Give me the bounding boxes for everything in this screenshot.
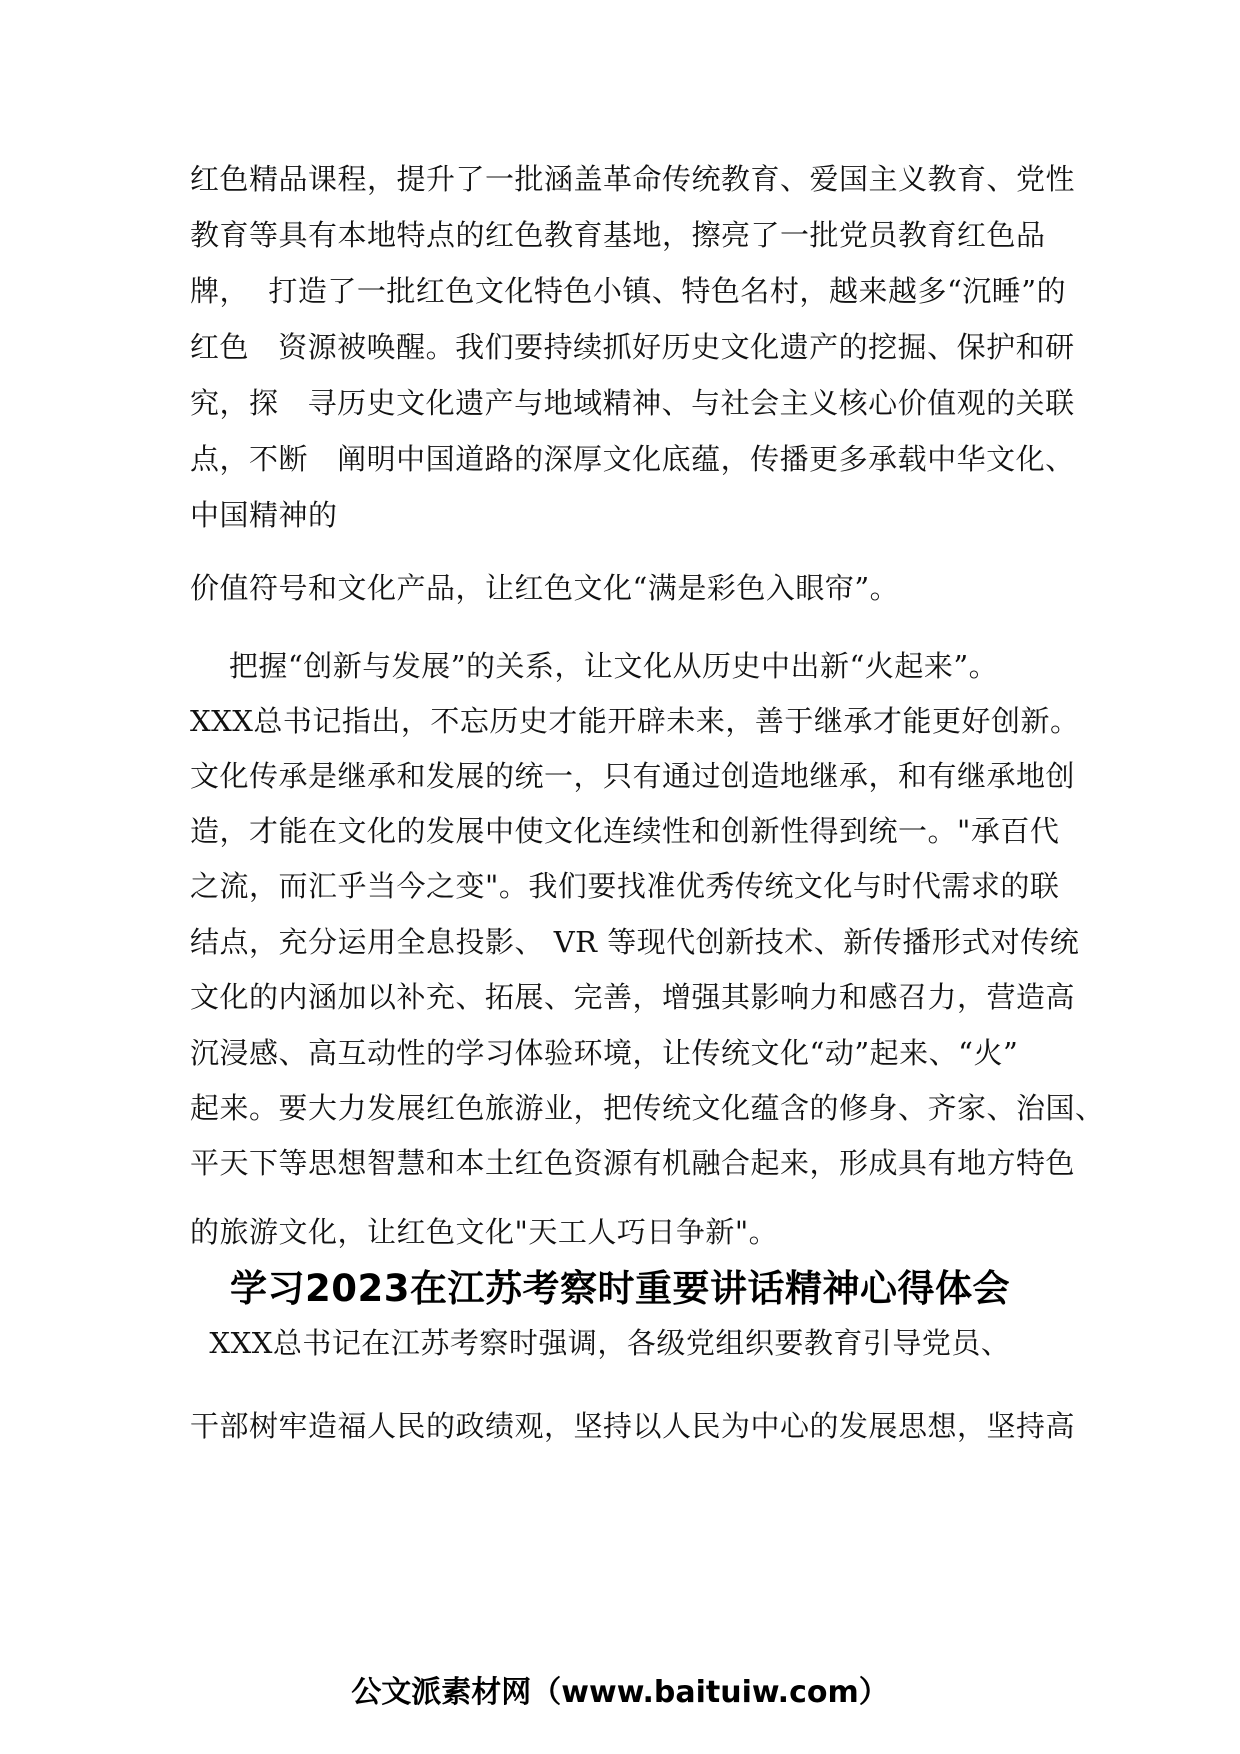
text-line: 文化的内涵加以补充、拓展、完善，增强其影响力和感召力，营造高: [190, 980, 1076, 1014]
text-line: 起来。要大力发展红色旅游业，把传统文化蕴含的修身、齐家、治国、: [190, 1091, 1105, 1125]
text-line: 牌， 打造了一批红色文化特色小镇、特色名村，越来越多“沉睡”的: [190, 274, 1067, 308]
text-line: 结点，充分运用全息投影、 VR 等现代创新技术、新传播形式对传统: [190, 925, 1080, 959]
text-line: 造，才能在文化的发展中使文化连续性和创新性得到统一。"承百代: [190, 814, 1060, 848]
text-line: 干部树牢造福人民的政绩观，坚持以人民为中心的发展思想，坚持高: [190, 1409, 1076, 1443]
text-line: 点，不断 阐明中国道路的深厚文化底蕴，传播更多承载中华文化、: [190, 442, 1075, 476]
footer-watermark: 公文派素材网（www.baituiw.com）: [351, 1675, 889, 1710]
text-line: 之流，而汇乎当今之变"。我们要找准优秀传统文化与时代需求的联: [190, 869, 1060, 903]
text-line: 把握“创新与发展”的关系，让文化从历史中出新“火起来”。: [190, 649, 999, 683]
text-line: 沉浸感、高互动性的学习体验环境，让传统文化“动”起来、“火”: [190, 1036, 1019, 1070]
text-line: 红色 资源被唤醒。我们要持续抓好历史文化遗产的挖掘、保护和研: [190, 330, 1075, 364]
text-line: 文化传承是继承和发展的统一，只有通过创造地继承，和有继承地创: [190, 759, 1076, 793]
text-line: 价值符号和文化产品，让红色文化“满是彩色入眼帘”。: [190, 571, 900, 605]
text-line: 教育等具有本地特点的红色教育基地，擦亮了一批党员教育红色品: [190, 218, 1046, 252]
text-line: 红色精品课程，提升了一批涵盖革命传统教育、爱国主义教育、党性: [190, 162, 1076, 196]
text-line: 中国精神的: [190, 498, 338, 532]
text-line: 平天下等思想智慧和本土红色资源有机融合起来，形成具有地方特色: [190, 1146, 1076, 1180]
text-line: XXX总书记指出，不忘历史才能开辟未来，善于继承才能更好创新。: [190, 704, 1080, 738]
text-line: 究，探 寻历史文化遗产与地域精神、与社会主义核心价值观的关联: [190, 386, 1075, 420]
text-line: XXX总书记在江苏考察时强调，各级党组织要教育引导党员、: [190, 1326, 1011, 1360]
section-title: 学习2023在江苏考察时重要讲话精神心得体会: [230, 1267, 1010, 1310]
text-line: 的旅游文化，让红色文化"天工人巧日争新"。: [190, 1215, 779, 1249]
